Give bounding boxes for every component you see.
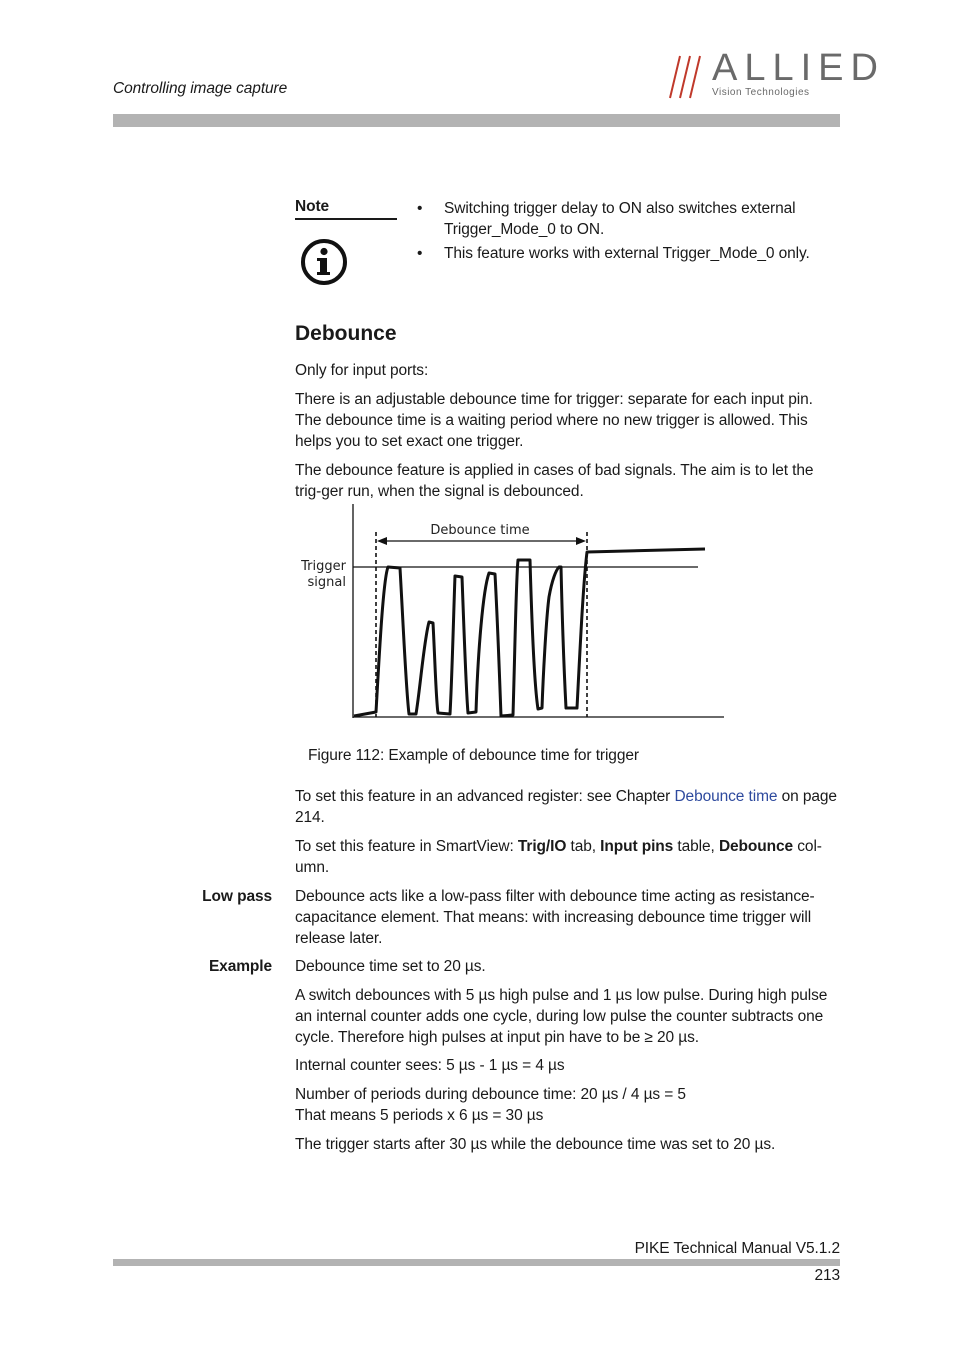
smartview-text: col-umn. — [295, 838, 822, 876]
note-bullet-text: Switching trigger delay to ON also switches external Trigger_Mode_0 to ON. — [444, 200, 796, 238]
example-setting: Debounce time set to 20 µs. — [295, 958, 486, 975]
paragraph-intro: Only for input ports: — [295, 362, 429, 379]
paragraph-lowpass: Debounce acts like a low-pass filter with debounce time acting as resistance-capacitance element. That means: with increasing debounce time trigger will release later. — [295, 888, 815, 947]
logo-subtitle: Vision Technologies — [712, 87, 810, 98]
logo-wordmark: ALLIED — [712, 47, 885, 89]
note-bullet-text: This feature works with external Trigger_Mode_0 only. — [444, 245, 810, 262]
header-rule — [113, 114, 840, 127]
paragraph-advanced-register — [295, 786, 842, 828]
example-periods: Number of periods during debounce time: 20 µs / 4 µs = 5 — [295, 1086, 686, 1103]
smartview-column: Debounce — [718, 838, 794, 855]
smartview-text: To set this feature in SmartView: — [295, 838, 518, 855]
signal-label-bottom: signal — [307, 575, 346, 590]
signal-label-top: Trigger — [301, 559, 346, 574]
debounce-figure — [290, 500, 730, 725]
note-underline — [295, 218, 397, 220]
footer-manual-title: PIKE Technical Manual V5.1.2 — [634, 1240, 840, 1257]
example-explanation: A switch debounces with 5 µs high pulse and 1 µs low pulse. During high pulse an internal counter adds one cycle, during low pulse the counter subtracts one cycle. Therefore high pulses at input pin have to be ≥ 20 µs. — [295, 987, 828, 1046]
advanced-text-after: on page 214. — [295, 788, 837, 826]
section-heading: Debounce — [295, 322, 397, 345]
smartview-text: tab, — [566, 838, 601, 855]
trigger-signal-waveform — [354, 549, 705, 716]
example-periods-result: That means 5 periods x 6 µs = 30 µs — [295, 1107, 544, 1124]
figure-caption: Figure 112: Example of debounce time for trigger — [308, 747, 639, 764]
example-conclusion: The trigger starts after 30 µs while the debounce time was set to 20 µs. — [295, 1136, 776, 1153]
list-item: • This feature works with external Trigger_Mode_0 only. — [417, 245, 810, 262]
note-list — [417, 198, 837, 267]
info-icon — [300, 238, 350, 288]
example-label: Example — [208, 958, 272, 975]
page-number: 213 — [814, 1267, 840, 1284]
advanced-text-before: To set this feature in an advanced register: see Chapter — [295, 788, 675, 805]
debounce-time-label: Debounce time — [430, 523, 530, 538]
logo-slashes-icon — [668, 54, 712, 100]
debounce-time-link[interactable]: Debounce time — [674, 788, 778, 805]
note-label: Note — [295, 198, 330, 215]
running-header: Controlling image capture — [113, 80, 288, 97]
smartview-tab: Trig/IO — [517, 838, 567, 855]
paragraph-purpose: The debounce feature is applied in cases of bad signals. The aim is to let the trig-ger run, when the signal is debounced. — [295, 462, 814, 500]
arrow-head-left — [377, 537, 387, 545]
smartview-text: table, — [673, 838, 719, 855]
footer-rule — [113, 1259, 840, 1266]
paragraph-description: There is an adjustable debounce time for trigger: separate for each input pin. The debounce time is a waiting period where no new trigger is allowed. This helps you to set exact one trigger. — [295, 391, 813, 450]
arrow-head-right — [576, 537, 586, 545]
paragraph-smartview — [295, 836, 842, 878]
lowpass-label: Low pass — [202, 888, 272, 905]
list-item: • Switching trigger delay to ON also switches external Trigger_Mode_0 to ON. — [417, 200, 796, 238]
example-counter: Internal counter sees: 5 µs - 1 µs = 4 µs — [295, 1057, 565, 1074]
smartview-table: Input pins — [600, 838, 674, 855]
